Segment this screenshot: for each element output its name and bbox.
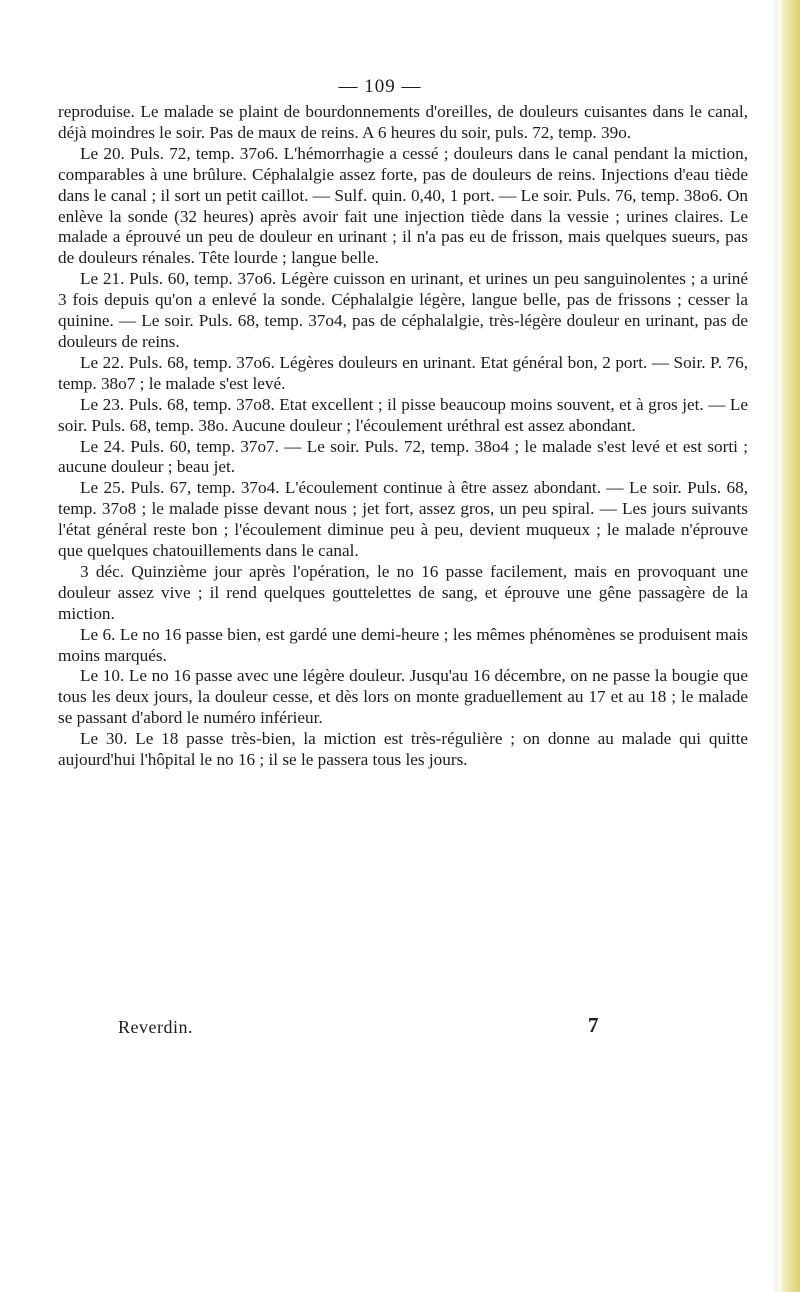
paragraph-3: Le 21. Puls. 60, temp. 37o6. Légère cuisson en urinant, et urines un peu sanguinolentes ; a uriné 3 fois depuis qu'on a enlevé la sonde. Céphalalgie légère, langue belle, pas de frissons ; cesser la quinine. — Le soir. Puls. 68, temp. 37o4, pas de céphalalgie, très-légère douleur en urinant, pas de douleurs de reins.: [58, 269, 748, 351]
page-number: — 109 —: [338, 76, 422, 97]
paragraph-10: Le 10. Le no 16 passe avec une légère douleur. Jusqu'au 16 décembre, on ne passe la bougie que tous les deux jours, la douleur cesse, et dès lors on monte graduellement au 17 et au 18 ; le malade se passant d'abord le numéro inférieur.: [58, 666, 748, 728]
paragraph-11: Le 30. Le 18 passe très-bien, la miction est très-régulière ; on donne au malade qui quitte aujourd'hui l'hôpital le no 16 ; il se le passera tous les jours.: [58, 729, 748, 770]
paragraph-1: reproduise. Le malade se plaint de bourdonnements d'oreilles, de douleurs cuisantes dans le canal, déjà moindres le soir. Pas de maux de reins. A 6 heures du soir, puls. 72, temp. 39o.: [58, 102, 748, 142]
paragraph-7: Le 25. Puls. 67, temp. 37o4. L'écoulement continue à être assez abondant. — Le soir. Puls. 68, temp. 37o8 ; le malade pisse devant nous ; jet fort, assez gros, un peu spiral. — Les jours suivants l'état général reste bon ; l'écoulement diminue peu à peu, devient muqueux ; le malade n'éprouve que quelques chatouillements dans le canal.: [58, 478, 748, 561]
page-spine-edge: [778, 0, 800, 1292]
footer-folio: 7: [588, 1013, 599, 1037]
paragraph-4: Le 22. Puls. 68, temp. 37o6. Légères douleurs en urinant. Etat général bon, 2 port. — Soir. P. 76, temp. 38o7 ; le malade s'est levé.: [58, 352, 748, 393]
paragraph-6: Le 24. Puls. 60, temp. 37o7. — Le soir. Puls. 72, temp. 38o4 ; le malade s'est levé et est sorti ; aucune douleur ; beau jet.: [58, 436, 748, 477]
paragraph-8: 3 déc. Quinzième jour après l'opération, le no 16 passe facilement, mais en provoquant une douleur assez vive ; il rend quelques gouttelettes de sang, et éprouve une gêne passagère de la miction.: [58, 561, 748, 623]
paragraph-9: Le 6. Le no 16 passe bien, est gardé une demi-heure ; les mêmes phénomènes se produisent mais moins marqués.: [58, 624, 748, 665]
body-text: [58, 102, 748, 771]
paragraph-5: Le 23. Puls. 68, temp. 37o8. Etat excellent ; il pisse beaucoup moins souvent, et à gros jet. — Le soir. Puls. 68, temp. 38o. Aucune douleur ; l'écoulement uréthral est assez abondant.: [58, 394, 748, 435]
footer-signature: Reverdin.: [118, 1017, 193, 1037]
paragraph-2: Le 20. Puls. 72, temp. 37o6. L'hémorrhagie a cessé ; douleurs dans le canal pendant la miction, comparables à une brûlure. Céphalalgie assez forte, pas de douleurs de reins. Injections d'eau tiède dans le canal ; il sort un petit caillot. — Sulf. quin. 0,40, 1 port. — Le soir. Puls. 76, temp. 38o6. On enlève la sonde (32 heures) après avoir fait une injection tiède dans la vessie ; urines claires. Le malade a éprouvé un peu de douleur en urinant ; il n'a pas eu de frisson, mais quelques sueurs, pas de douleurs rénales. Tête lourde ; langue belle.: [58, 143, 748, 268]
